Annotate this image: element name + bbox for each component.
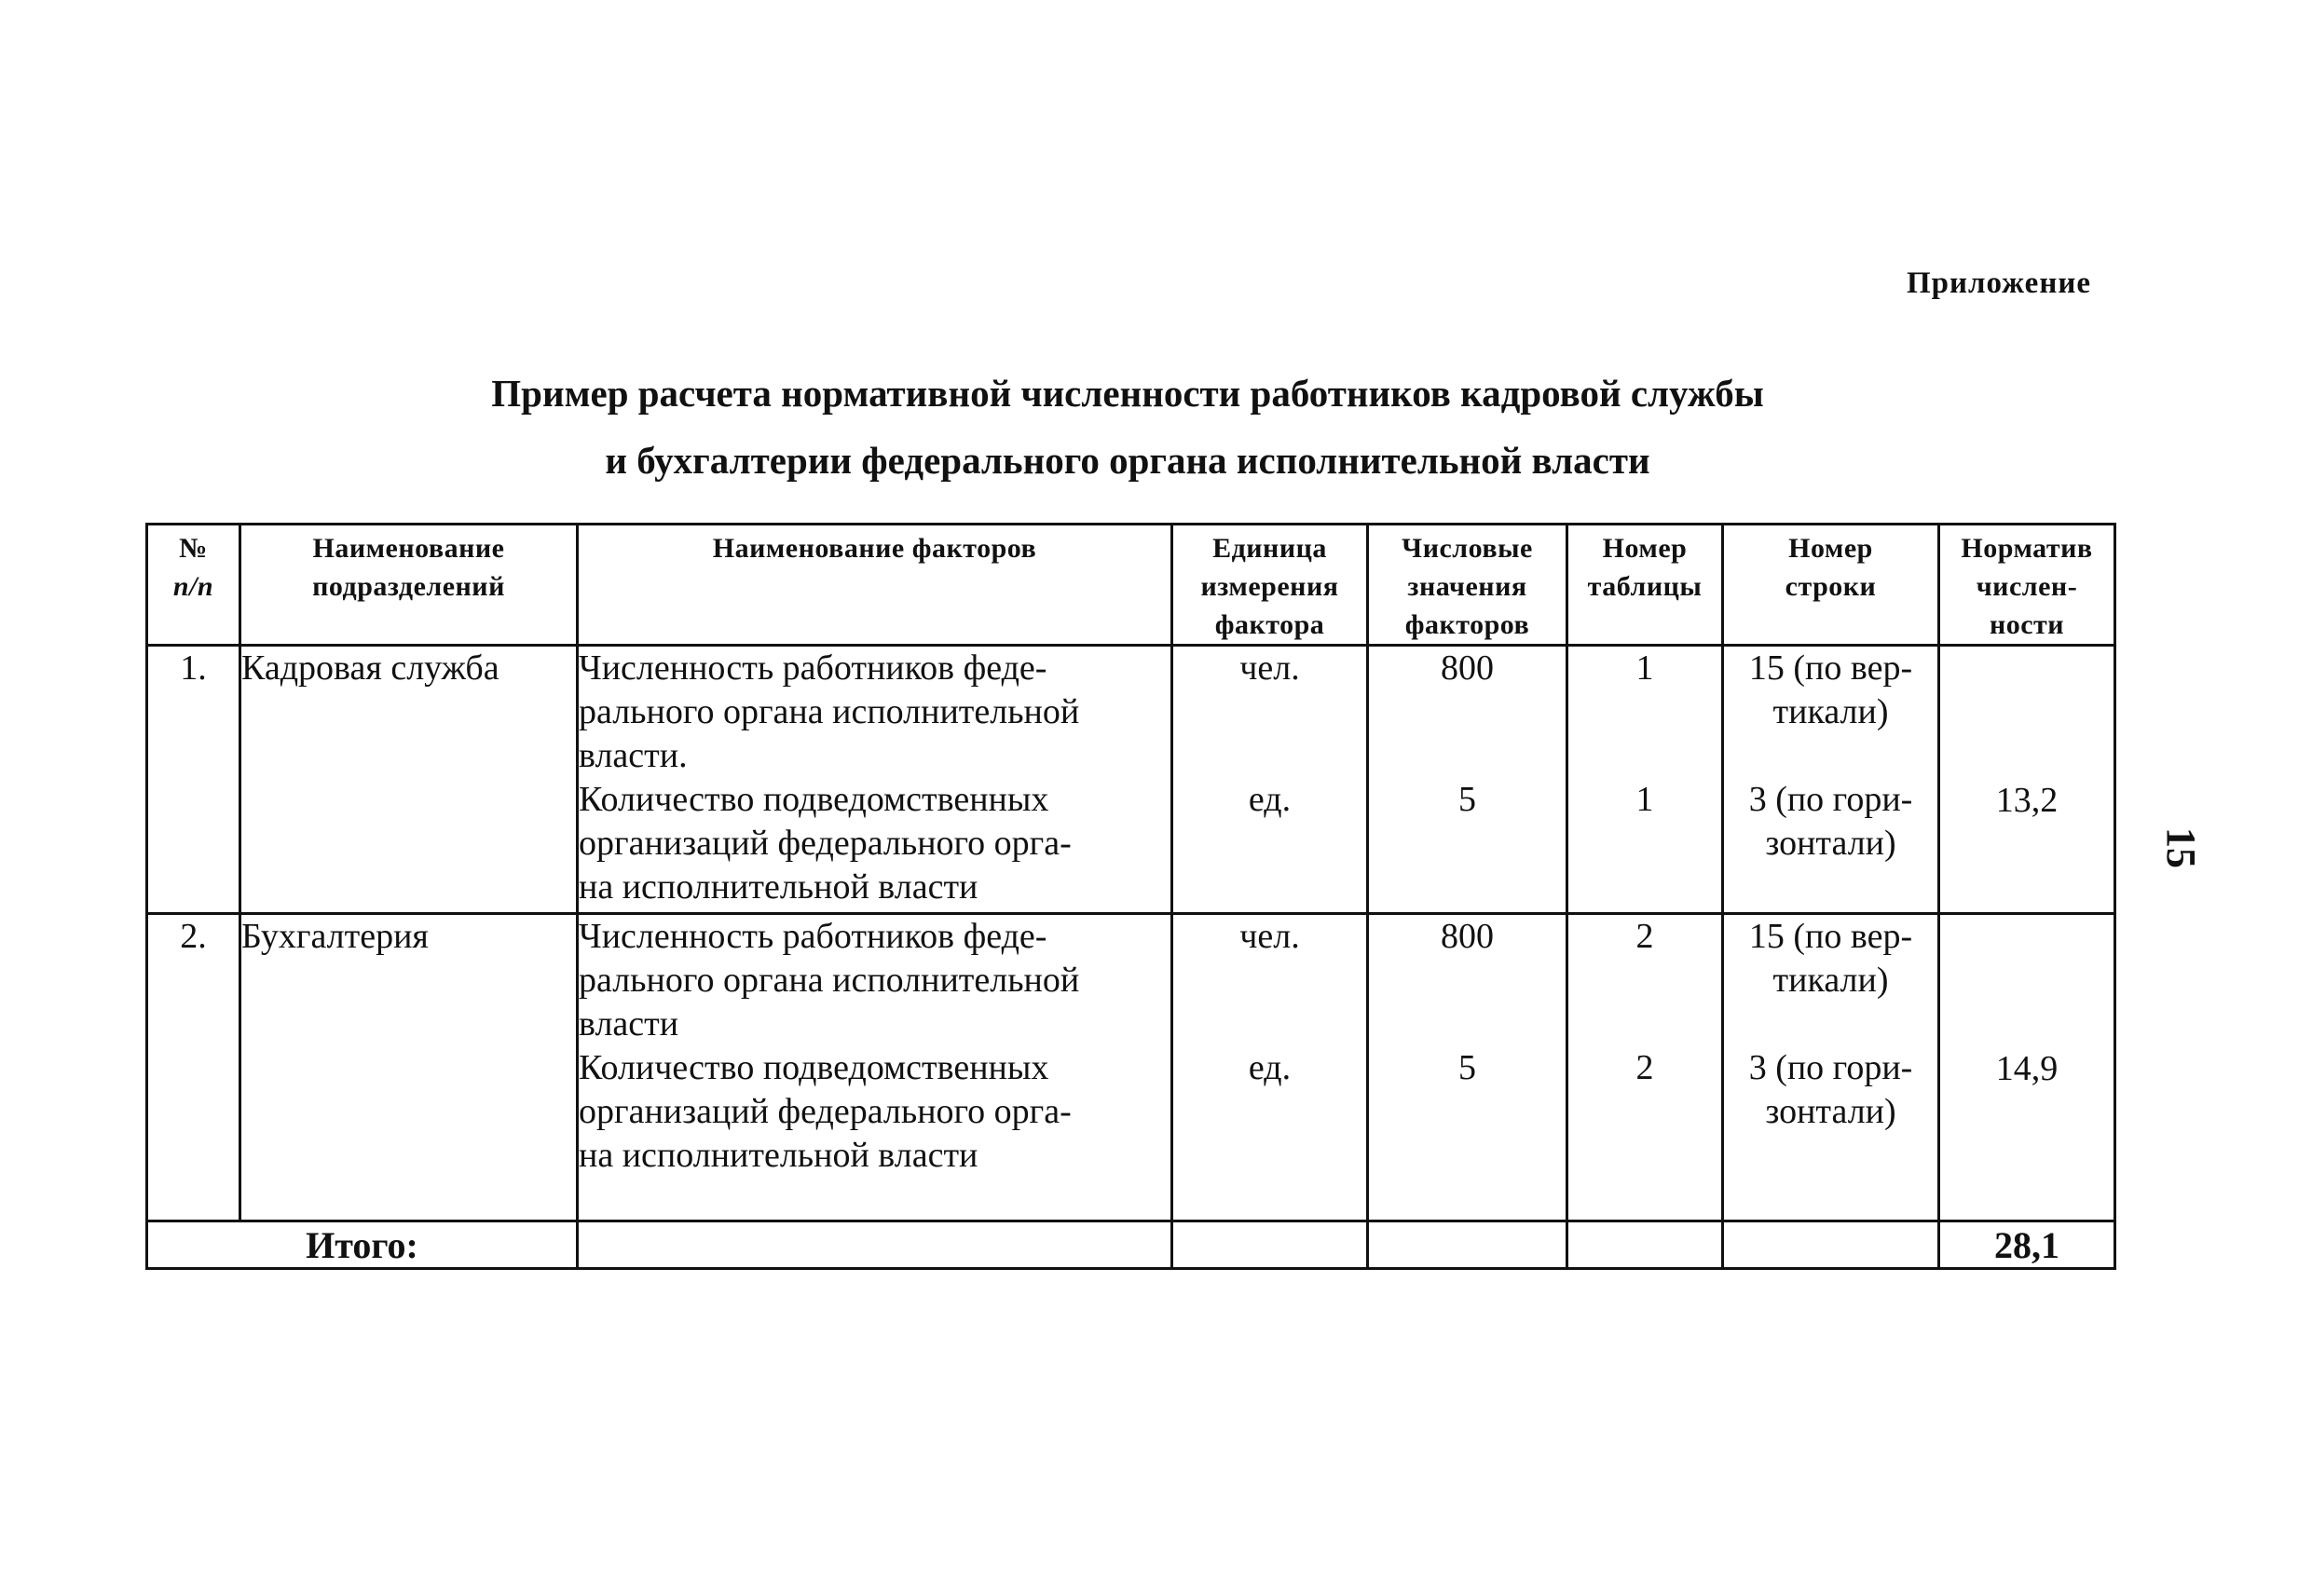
table-no-cell <box>1567 914 1723 1221</box>
factor-unit: ед. <box>1248 780 1292 819</box>
division-name: Бухгалтерия <box>241 917 429 956</box>
factor-value: 5 <box>1458 1048 1476 1087</box>
norm-value: 14,9 <box>1995 1049 2059 1088</box>
header-factors <box>578 525 1172 646</box>
appendix-label: Приложение <box>1906 266 2091 300</box>
factor-table-no: 1 <box>1635 648 1654 688</box>
table-no-cell <box>1567 646 1723 914</box>
total-norm-cell <box>1939 1221 2115 1269</box>
row-no-cell <box>1723 646 1939 914</box>
factor-name-line: рального органа исполнительной <box>579 961 1080 1000</box>
calculation-table <box>145 523 2116 1270</box>
division-cell <box>240 646 578 914</box>
header-row-no-line: Номер <box>1788 533 1873 564</box>
header-values-line: факторов <box>1404 609 1530 640</box>
header-division <box>240 525 578 646</box>
factor-table-no: 2 <box>1635 917 1654 956</box>
header-values <box>1368 525 1567 646</box>
norm-cell <box>1939 646 2115 914</box>
total-row <box>147 1221 2115 1269</box>
total-empty-cell <box>1172 1221 1368 1269</box>
header-table-no <box>1567 525 1723 646</box>
factors-cell <box>578 914 1172 1221</box>
factor-value: 800 <box>1441 917 1494 956</box>
document-title-line-2: и бухгалтерии федерального органа исполнительной власти <box>605 439 1650 482</box>
header-norm <box>1939 525 2115 646</box>
value-cell <box>1368 914 1567 1221</box>
factors-cell <box>578 646 1172 914</box>
header-table-no-line: Номер <box>1602 533 1688 564</box>
table-row <box>147 646 2115 914</box>
factor-table-no: 2 <box>1635 1048 1654 1087</box>
header-norm-line: ности <box>1989 609 2065 640</box>
header-num-line: № <box>179 533 208 564</box>
factor-name-line: организаций федерального орга- <box>579 824 1072 863</box>
spacer <box>1173 959 1366 1046</box>
factor-unit: чел. <box>1239 648 1300 688</box>
total-empty-cell <box>578 1221 1172 1269</box>
header-values-line: Числовые <box>1402 533 1533 564</box>
factor-name-line: на исполнительной власти <box>579 867 978 907</box>
header-unit-line: фактора <box>1214 609 1325 640</box>
total-norm: 28,1 <box>1994 1223 2059 1266</box>
factor-name <box>579 915 1170 1046</box>
factor-row-no-line: зонтали) <box>1765 1092 1896 1131</box>
factor-value: 800 <box>1441 648 1494 688</box>
factor-value: 5 <box>1458 780 1476 819</box>
header-unit <box>1172 525 1368 646</box>
header-division-line: Наименование <box>312 533 505 564</box>
row-num: 1. <box>180 648 207 688</box>
factor-unit: ед. <box>1248 1048 1292 1087</box>
row-num-cell <box>147 646 240 914</box>
norm-cell <box>1939 914 2115 1221</box>
factor-name-line: власти <box>579 1004 679 1044</box>
factor-row-no-line: тикали) <box>1772 692 1889 731</box>
header-unit-line: Единица <box>1212 533 1327 564</box>
header-row-no-line: строки <box>1785 571 1877 602</box>
factor-name-line: власти. <box>579 736 688 775</box>
factor-name-line: организаций федерального орга- <box>579 1092 1072 1131</box>
page-number: 15 <box>2158 827 2204 868</box>
total-empty-cell <box>1368 1221 1567 1269</box>
total-empty-cell <box>1723 1221 1939 1269</box>
value-cell <box>1368 646 1567 914</box>
header-division-line: подразделений <box>312 571 505 602</box>
factor-name-line: Количество подведомственных <box>579 1048 1049 1087</box>
header-row-no <box>1723 525 1939 646</box>
factor-name-line: Численность работников феде- <box>579 917 1047 956</box>
table-header-row <box>147 525 2115 646</box>
factor-unit: чел. <box>1239 917 1300 956</box>
spacer <box>1724 734 1937 778</box>
row-num-cell <box>147 914 240 1221</box>
document-title-line-1: Пример расчета нормативной численности работников кадровой службы <box>491 372 1764 415</box>
header-num-line: п/п <box>172 571 214 602</box>
division-name: Кадровая служба <box>241 648 499 688</box>
spacer <box>1369 690 1566 778</box>
factor-name-line: на исполнительной власти <box>579 1136 978 1175</box>
spacer <box>1173 690 1366 778</box>
total-empty-cell <box>1567 1221 1723 1269</box>
header-table-no-line: таблицы <box>1587 571 1703 602</box>
header-norm-line: Норматив <box>1961 533 2093 564</box>
unit-cell <box>1172 914 1368 1221</box>
factor-name <box>579 778 1170 909</box>
row-no-cell <box>1723 914 1939 1221</box>
header-norm-line: числен- <box>1976 571 2078 602</box>
spacer <box>1568 690 1721 778</box>
division-cell <box>240 914 578 1221</box>
unit-cell <box>1172 646 1368 914</box>
norm-value: 13,2 <box>1995 781 2059 820</box>
spacer <box>1568 959 1721 1046</box>
spacer <box>1724 1003 1937 1046</box>
factor-row-no-line: 15 (по вер- <box>1748 917 1913 956</box>
factor-row-no-line: 3 (по гори- <box>1748 780 1913 819</box>
factor-table-no: 1 <box>1635 780 1654 819</box>
total-label: Итого: <box>306 1223 418 1266</box>
factor-row-no-line: 15 (по вер- <box>1748 648 1913 688</box>
header-num <box>147 525 240 646</box>
factor-name-line: рального органа исполнительной <box>579 692 1080 731</box>
header-factors-line: Наименование факторов <box>712 533 1037 564</box>
header-unit-line: измерения <box>1200 571 1339 602</box>
factor-name <box>579 1046 1170 1178</box>
factor-row-no-line: 3 (по гори- <box>1748 1048 1913 1087</box>
spacer <box>1369 959 1566 1046</box>
factor-name <box>579 647 1170 778</box>
row-num: 2. <box>180 917 207 956</box>
factor-name-line: Численность работников феде- <box>579 648 1047 688</box>
factor-row-no-line: зонтали) <box>1765 824 1896 863</box>
total-label-cell <box>147 1221 578 1269</box>
table-row <box>147 914 2115 1221</box>
factor-row-no-line: тикали) <box>1772 961 1889 1000</box>
factor-name-line: Количество подведомственных <box>579 780 1049 819</box>
header-values-line: значения <box>1407 571 1527 602</box>
